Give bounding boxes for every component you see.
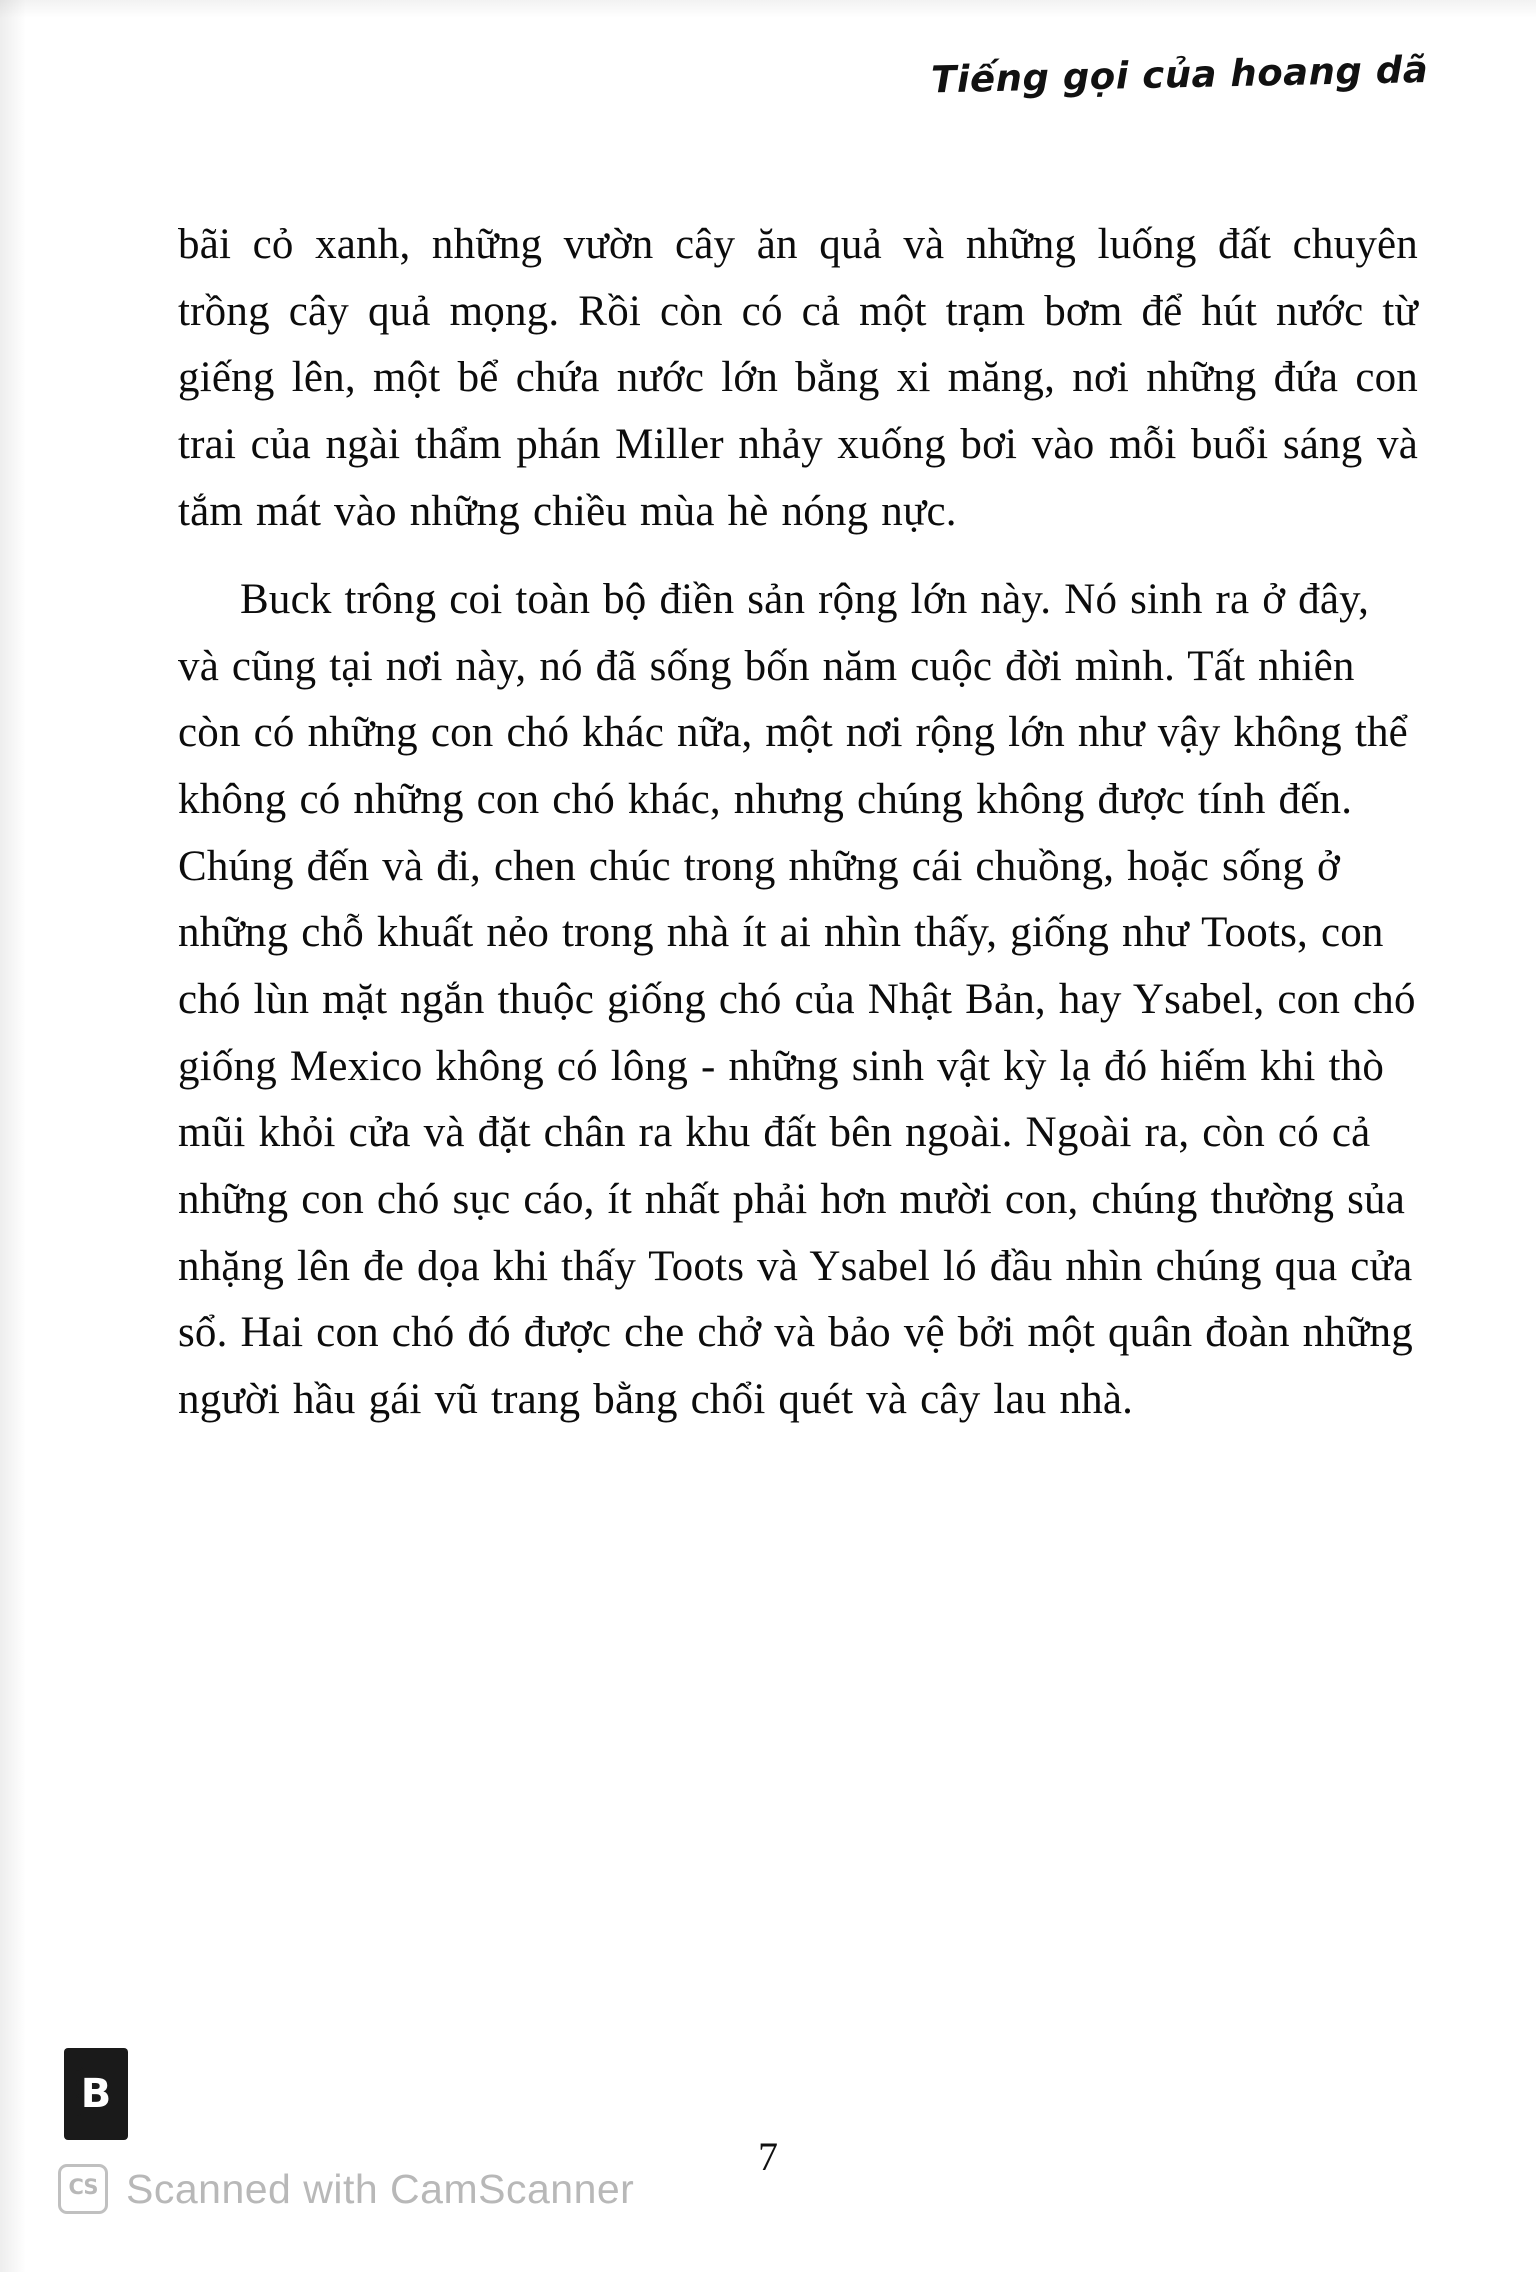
page-number: 7	[758, 2134, 778, 2179]
camscanner-watermark	[58, 2164, 634, 2214]
paragraph-1: bãi cỏ xanh, những vườn cây ăn quả và những luống đất chuyên trồng cây quả mọng. Rồi còn có cả một trạm bơm để hút nước từ giếng lên, một bể chứa nước lớn bằng xi măng, nơi những đứa con trai của ngài thẩm phán Miller nhảy xuống bơi vào mỗi buổi sáng và tắm mát vào những chiều mùa hè nóng nực.	[178, 221, 1418, 535]
paragraph-2: Buck trông coi toàn bộ điền sản rộng lớn này. Nó sinh ra ở đây, và cũng tại nơi này, nó đã sống bốn năm cuộc đời mình. Tất nhiên còn có những con chó khác nữa, một nơi rộng lớn như vậy không thể không có những con chó khác, nhưng chúng không được tính đến. Chúng đến và đi, chen chúc trong những cái chuồng, hoặc sống ở những chỗ khuất nẻo trong nhà ít ai nhìn thấy, giống như Toots, con chó lùn mặt ngắn thuộc giống chó của Nhật Bản, hay Ysabel, con chó giống Mexico không có lông - những sinh vật kỳ lạ đó hiếm khi thò mũi khỏi cửa và đặt chân ra khu đất bên ngoài. Ngoài ra, còn có cả những con chó sục cáo, ít nhất phải hơn mười con, chúng thường sủa nhặng lên đe dọa khi thấy Toots và Ysabel ló đầu nhìn chúng qua cửa sổ. Hai con chó đó được che chở và bảo vệ bởi một quân đoàn những người hầu gái vũ trang bằng chổi quét và cây lau nhà.	[178, 576, 1416, 1423]
publisher-stamp-label: LI NHA ĐINH	[73, 2054, 87, 2135]
camscanner-watermark-text: Scanned with CamScanner	[126, 2165, 635, 2212]
publisher-logo-icon: B	[64, 2048, 128, 2140]
camscanner-badge-icon: CS	[58, 2164, 108, 2214]
running-head-title: Tiếng gọi của hoang dã	[930, 48, 1429, 102]
publisher-stamp	[48, 2048, 144, 2160]
scan-edge-shadow-left	[0, 0, 26, 2272]
scan-edge-shadow-top	[0, 0, 1536, 18]
page-body-text	[178, 212, 1418, 1440]
